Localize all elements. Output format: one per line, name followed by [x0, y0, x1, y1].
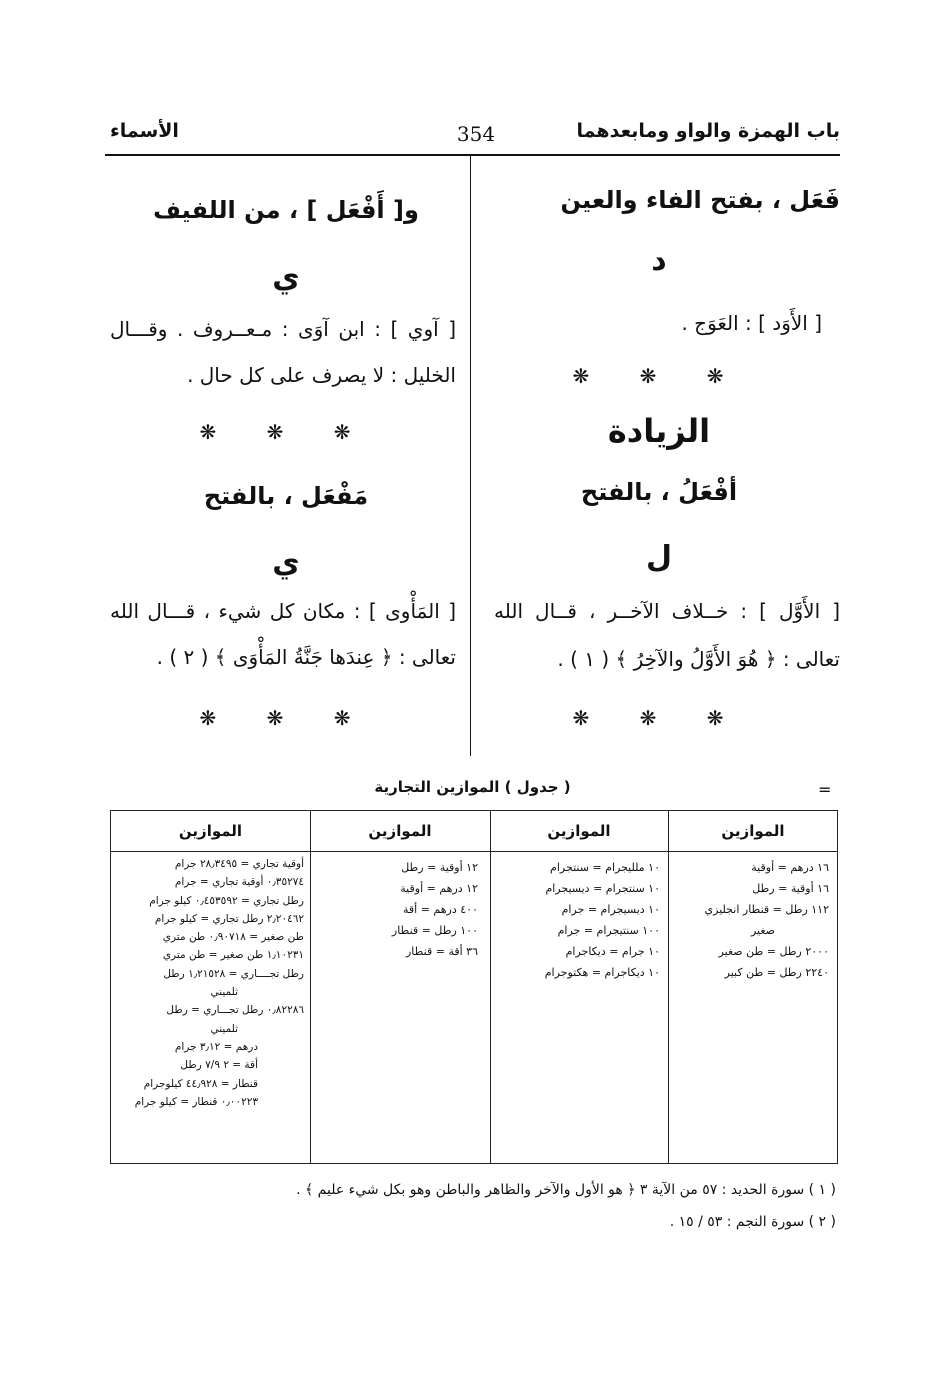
footnote-2: ( ٢ ) سورة النجم : ٥٣ / ١٥ . [669, 1214, 836, 1230]
table-row: ١٦ درهم = أوقية [751, 861, 829, 874]
table-row: درهم = ٣٫١٢ جرام [174, 1040, 258, 1053]
table-row: ثلميني [210, 1022, 238, 1035]
right-heading-2: أفْعَلُ ، بالفتح [580, 478, 738, 506]
table-row: ١٠٠ سنتيجرام = جرام [557, 924, 660, 937]
table-body [675, 857, 829, 983]
table-row: ٢٠٠٠ رطل = طن صغير [718, 945, 829, 958]
table-row: ثلميني [210, 986, 238, 999]
table-row: ١٠٠ رطل = قنطار [391, 924, 478, 937]
table-row: رطل تجــــاري = ١٫٢١٥٢٨ رطل [163, 967, 304, 980]
section-title: باب الهمزة والواو ومابعدهما [576, 120, 840, 142]
right-stars-1: ❋ ❋ ❋ [572, 364, 746, 388]
table-row: رطل تجاري = ٠٫٤٥٣٥٩٢ كيلو جرام [149, 894, 304, 907]
right-entry-1: [ الأَوَد ] : العَوَج . [681, 311, 822, 335]
chapter-title: الأسماء [110, 120, 179, 142]
table-row: أوقية تجاري = ٢٨٫٣٤٩٥ جرام [174, 858, 304, 870]
weights-table [110, 810, 838, 1164]
table-body [316, 857, 478, 962]
left-entry-1-line-2: الخليل : لا يصرف على كل حال . [187, 363, 456, 387]
table-row: ١٠ ملليجرام = سنتجرام [550, 861, 660, 874]
table-row: ٤٠٠ درهم = أقة [403, 903, 478, 916]
right-heading-1: فَعَل ، بفتح الفاء والعين [560, 186, 840, 214]
header-rule [105, 154, 840, 156]
right-entry-2-line-1: [ الأَوَّل ] : خــلاف الآخــر ، قــال الله [494, 599, 840, 623]
table-row: قنطار = ٤٤٫٩٢٨ كيلوجرام [143, 1077, 258, 1090]
table-row: ٠٫٣٥٢٧٤ أوقية تجاري = جرام [174, 876, 304, 889]
table-row: ١٠ ديسيجرام = جرام [561, 903, 660, 916]
right-big-title: الزيادة [607, 412, 711, 450]
left-entry-2-line-2: تعالى : ﴿ عِندَها جَنَّةُ المَأْوَى ﴾ ( ٢ ) . [156, 645, 456, 669]
right-letter-1: د [651, 243, 667, 278]
table-row: ١٫١٠٢٣١ طن صغير = طن متري [162, 949, 304, 962]
table-column-4 [111, 811, 311, 1163]
table-header: الموازين [669, 811, 837, 852]
table-row: ١٢ درهم = أوقية [400, 882, 478, 895]
footnote-1: ( ١ ) سورة الحديد : ٥٧ من الآية ٣ ﴿ هو الأول والآخر والظاهر والباطن وهو بكل شيء عليم ﴾ . [296, 1182, 836, 1198]
table-row: ١١٢ رطل = قنطار انجليزي [704, 903, 829, 916]
left-heading-1: و[ أَفْعَل ] ، من اللفيف [153, 196, 419, 224]
table-column-2 [490, 811, 669, 1163]
table-row: ١٠ جرام = ديكاجرام [565, 945, 660, 958]
continuation-marker: = [818, 780, 832, 799]
right-letter-2: ل [645, 540, 673, 575]
table-row: ١٢ أوقية = رطل [401, 861, 478, 874]
table-body [496, 857, 660, 983]
table-body [117, 855, 304, 1111]
table-row: ٠٫٨٢٢٨٦ رطل تجـــاري = رطل [166, 1004, 304, 1017]
left-stars-1: ❋ ❋ ❋ [199, 420, 373, 444]
table-row: ٠٫٠٠٢٢٣ قنطار = كيلو جرام [134, 1095, 258, 1108]
table-row: أقة = ٢ ٧/٩ رطل [180, 1059, 258, 1072]
table-header: الموازين [310, 811, 490, 852]
table-header: الموازين [490, 811, 668, 852]
right-stars-2: ❋ ❋ ❋ [572, 706, 746, 730]
left-entry-1-line-1: [ آوي ] : ابن آوَى : مـعــروف . وقـــال [110, 317, 456, 341]
table-column-1 [669, 811, 837, 1163]
left-letter-1: ي [272, 260, 300, 295]
table-row: صغير [750, 924, 775, 937]
table-row: ١٦ أوقية = رطل [752, 882, 829, 895]
table-row: ٢٢٤٠ رطل = طن كبير [724, 966, 829, 979]
left-letter-2: ي [272, 545, 300, 580]
left-entry-2-line-1: [ المَأْوى ] : مكان كل شيء ، قـــال الله [110, 599, 456, 623]
table-header: الموازين [111, 811, 310, 852]
table-row: ١٠ ديكاجرام = هكتوجرام [544, 966, 660, 979]
table-row: ٢٫٢٠٤٦٢ رطل تجاري = كيلو جرام [154, 912, 304, 925]
table-row: طن صغير = ٠٫٩٠٧١٨ طن متري [162, 931, 304, 944]
right-entry-2-line-2: تعالى : ﴿ هُوَ الأَوَّلُ والآخِرُ ﴾ ( ١ ) . [557, 647, 840, 671]
column-divider [470, 156, 471, 756]
table-column-3 [310, 811, 491, 1163]
left-heading-2: مَفْعَل ، بالفتح [203, 482, 369, 510]
table-row: ١٠ سنتجرام = ديسيجرام [545, 882, 660, 895]
table-caption: ( جدول ) الموازين التجارية [374, 778, 571, 796]
left-stars-2: ❋ ❋ ❋ [199, 706, 373, 730]
table-row: ٣٦ أقة = قنطار [405, 945, 478, 958]
page-number: 354 [456, 122, 496, 146]
